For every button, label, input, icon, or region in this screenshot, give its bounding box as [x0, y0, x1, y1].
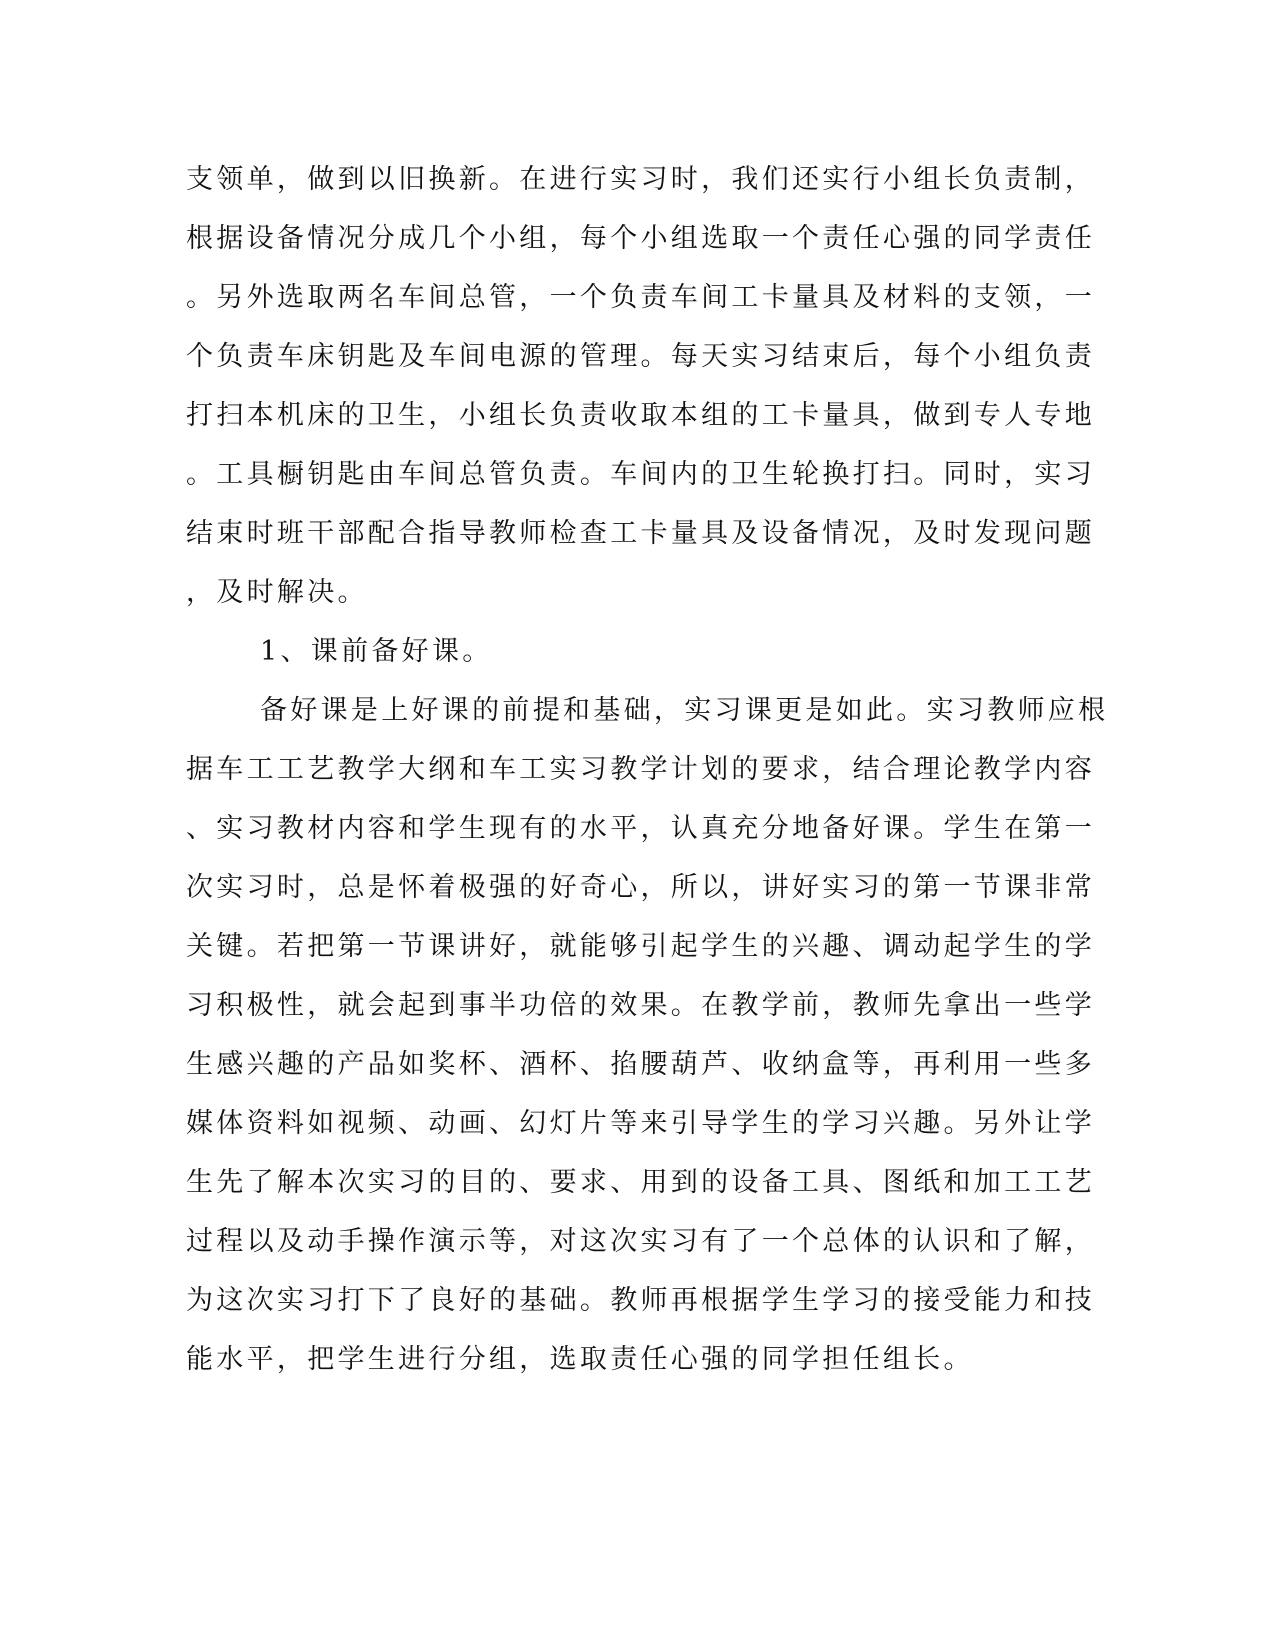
- paragraph-line: 媒体资料如视频、动画、幻灯片等来引导学生的学习兴趣。另外让学: [186, 1108, 1095, 1139]
- paragraph-line: 根据设备情况分成几个小组，每个小组选取一个责任心强的同学责任: [186, 223, 1095, 254]
- paragraph-line: 生先了解本次实习的目的、要求、用到的设备工具、图纸和加工工艺: [186, 1167, 1095, 1198]
- paragraph-line: 。工具橱钥匙由车间总管负责。车间内的卫生轮换打扫。同时，实习: [186, 459, 1095, 490]
- paragraph-line: 备好课是上好课的前提和基础，实习课更是如此。实习教师应根: [260, 695, 1109, 726]
- paragraph-line: 打扫本机床的卫生，小组长负责收取本组的工卡量具，做到专人专地: [186, 400, 1095, 431]
- paragraph-line: 支领单，做到以旧换新。在进行实习时，我们还实行小组长负责制，: [186, 164, 1095, 195]
- paragraph-line: 、实习教材内容和学生现有的水平，认真充分地备好课。学生在第一: [186, 813, 1095, 844]
- paragraph-line: 据车工工艺教学大纲和车工实习教学计划的要求，结合理论教学内容: [186, 754, 1095, 785]
- section-heading: 1、课前备好课。: [260, 636, 493, 667]
- paragraph-line: 为这次实习打下了良好的基础。教师再根据学生学习的接受能力和技: [186, 1285, 1095, 1316]
- paragraph-line: 关键。若把第一节课讲好，就能够引起学生的兴趣、调动起学生的学: [186, 931, 1095, 962]
- paragraph-line: 。另外选取两名车间总管，一个负责车间工卡量具及材料的支领，一: [186, 282, 1095, 313]
- paragraph-line: 次实习时，总是怀着极强的好奇心，所以，讲好实习的第一节课非常: [186, 872, 1095, 903]
- paragraph-line: 个负责车床钥匙及车间电源的管理。每天实习结束后，每个小组负责: [186, 341, 1095, 372]
- paragraph-line: 能水平，把学生进行分组，选取责任心强的同学担任组长。: [186, 1344, 974, 1375]
- paragraph-line: ，及时解决。: [186, 577, 368, 608]
- paragraph-line: 习积极性，就会起到事半功倍的效果。在教学前，教师先拿出一些学: [186, 990, 1095, 1021]
- paragraph-line: 过程以及动手操作演示等，对这次实习有了一个总体的认识和了解，: [186, 1226, 1095, 1257]
- paragraph-line: 结束时班干部配合指导教师检查工卡量具及设备情况，及时发现问题: [186, 518, 1095, 549]
- paragraph-line: 生感兴趣的产品如奖杯、酒杯、掐腰葫芦、收纳盒等，再利用一些多: [186, 1049, 1095, 1080]
